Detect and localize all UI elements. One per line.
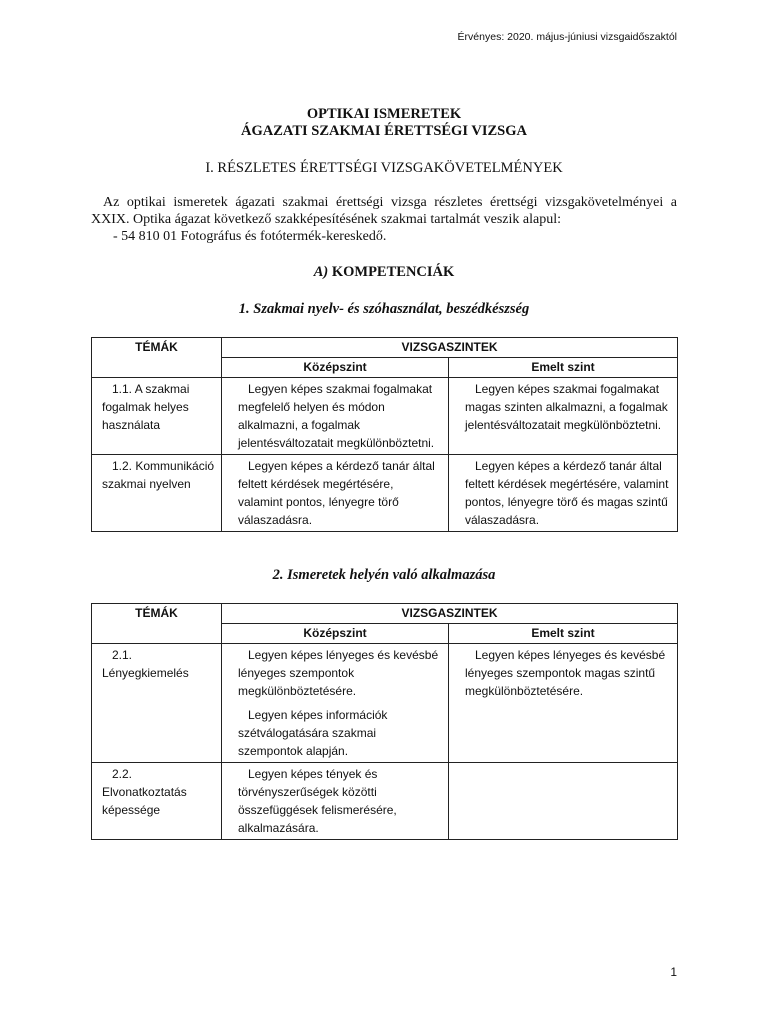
topic-cell: 2.2. Elvonatkoztatás képessége	[92, 763, 222, 840]
section-a-heading	[0, 264, 768, 281]
mid-level-cell: Legyen képes a kérdező tanár által feltett kérdések megértésére, valamint pontos, lényegre törő válaszadásra.	[222, 455, 449, 532]
intro-text	[91, 194, 677, 245]
adv-level-cell	[449, 763, 678, 840]
section-title: I. RÉSZLETES ÉRETTSÉGI VIZSGAKÖVETELMÉNYEK	[205, 160, 563, 176]
topic-cell: 2.1. Lényegkiemelés	[92, 644, 222, 763]
competency-table-2	[91, 603, 678, 840]
table-row	[92, 644, 678, 763]
mid-level-item: Legyen képes információk szétválogatására szakmai szempontok alapján.	[238, 708, 388, 758]
table-row	[92, 378, 678, 455]
table1-heading: 1. Szakmai nyelv- és szóhasználat, beszédkészség	[238, 301, 530, 317]
column-header-topics: TÉMÁK	[92, 338, 222, 378]
title-line-1: OPTIKAI ISMERETEK	[306, 106, 462, 122]
adv-level-cell: Legyen képes a kérdező tanár által feltett kérdések megértésére, valamint pontos, lényegre törő és magas szintű válaszadásra.	[449, 455, 678, 532]
column-header-levels: VIZSGASZINTEK	[222, 338, 678, 358]
table-header-row	[92, 604, 678, 624]
table2-heading: 2. Ismeretek helyén való alkalmazása	[272, 567, 496, 583]
intro-paragraph: Az optikai ismeretek ágazati szakmai érettségi vizsga részletes érettségi vizsgakövetelményei a XXIX. Optika ágazat következő szakképesítésének szakmai tartalmát veszik alapul:	[91, 195, 677, 227]
section-a-label: A)	[313, 264, 329, 280]
topic-cell: 1.2. Kommunikáció szakmai nyelven	[92, 455, 222, 532]
column-header-adv: Emelt szint	[449, 358, 678, 378]
column-header-mid: Középszint	[222, 358, 449, 378]
mid-level-cell: Legyen képes szakmai fogalmakat megfelelő helyen és módon alkalmazni, a fogalmak jelentésváltozatait megkülönböztetni.	[222, 378, 449, 455]
column-header-levels: VIZSGASZINTEK	[222, 604, 678, 624]
section-a-title: KOMPETENCIÁK	[331, 264, 455, 280]
competency-table-1	[91, 337, 678, 532]
mid-level-cell	[222, 644, 449, 763]
mid-level-item: Legyen képes lényeges és kevésbé lényeges szempontok megkülönböztetésére.	[238, 648, 439, 698]
table-header-row	[92, 338, 678, 358]
document-title	[0, 106, 768, 140]
adv-level-cell: Legyen képes szakmai fogalmakat magas szinten alkalmazni, a fogalmak jelentésváltozatait megkülönböztetni.	[449, 378, 678, 455]
column-header-adv: Emelt szint	[449, 624, 678, 644]
title-line-2: ÁGAZATI SZAKMAI ÉRETTSÉGI VIZSGA	[241, 123, 527, 139]
column-header-topics: TÉMÁK	[92, 604, 222, 644]
intro-list-item: - 54 810 01 Fotográfus és fotótermék-kereskedő.	[113, 229, 387, 244]
adv-level-cell: Legyen képes lényeges és kevésbé lényeges szempontok magas szintű megkülönböztetésére.	[449, 644, 678, 763]
column-header-mid: Középszint	[222, 624, 449, 644]
topic-cell: 1.1. A szakmai fogalmak helyes használata	[92, 378, 222, 455]
page-number: 1	[670, 965, 677, 979]
page-header-validity: Érvényes: 2020. május-júniusi vizsgaidőszaktól	[457, 31, 677, 43]
mid-level-cell: Legyen képes tények és törvényszerűségek közötti összefüggések felismerésére, alkalmazására.	[222, 763, 449, 840]
table-row	[92, 763, 678, 840]
table-row	[92, 455, 678, 532]
